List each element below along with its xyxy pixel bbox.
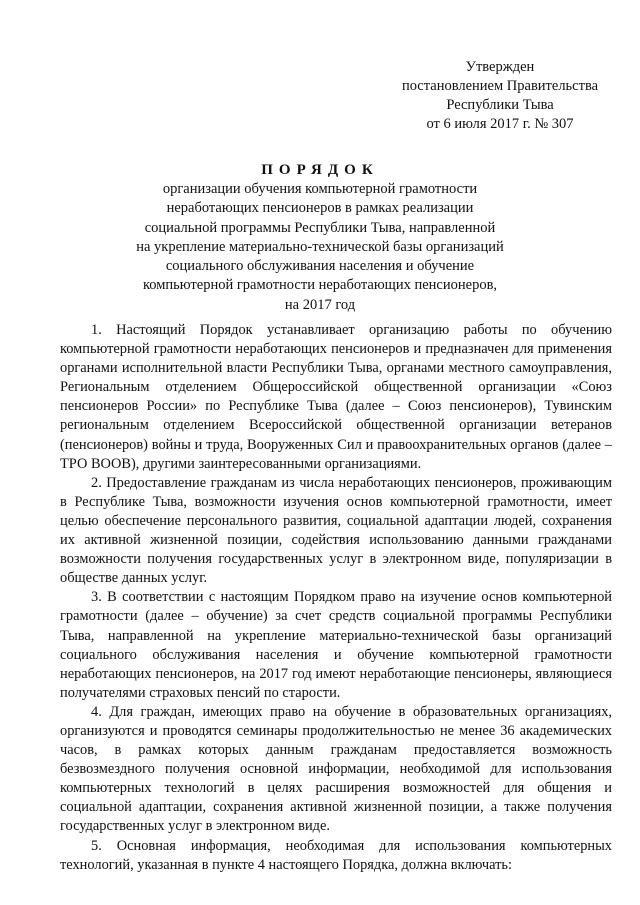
subtitle-line: на 2017 год — [284, 296, 356, 313]
approval-line: Республики Тыва — [446, 97, 554, 113]
subtitle-line: неработающих пенсионеров в рамках реализации — [166, 200, 474, 217]
paragraph-4: 4. Для граждан, имеющих право на обучение в образовательных организациях, организуются и проводятся семинары продолжительностью не менее 36 академических часов, в рамках которых данным гражданам предоставляется возможность безвозмездного получения основной информации, необходимой для использования компьютерных технологий в целях расширения возможностей для общения и социальной адаптации, сохранения активной жизненной позиции, а также получения государственных услуг в электронном виде. — [60, 703, 612, 835]
paragraph-3: 3. В соответствии с настоящим Порядком право на изучение основ компьютерной грамотности (далее – обучение) за счет средств социальной программы Республики Тыва, направленной на укрепление материально-технической базы организаций социального обслуживания населения и обучение компьютерной грамотности неработающих пенсионеров, на 2017 год имеют неработающие пенсионеры, являющиеся получателями страховых пенсий по старости. — [60, 589, 612, 701]
approval-line: постановлением Правительства — [401, 78, 599, 94]
document-subtitle — [100, 180, 540, 315]
subtitle-line: организации обучения компьютерной грамотности — [162, 181, 478, 197]
subtitle-line: социальной программы Республики Тыва, направленной — [144, 219, 496, 236]
document-body — [60, 321, 612, 875]
paragraph-5: 5. Основная информация, необходимая для использования компьютерных технологий, указанная в пункте 4 настоящего Порядка, должна включать: — [60, 837, 612, 873]
approval-block — [390, 58, 610, 134]
paragraph-2: 2. Предоставление гражданам из числа неработающих пенсионеров, проживающим в Республике Тыва, возможности изучения основ компьютерной грамотности, имеет целью обеспечение персонального развития, социальной адаптации людей, сохранения их активной жизненной позиции, содействия использованию данными гражданами возможности получения государственных услуг в электронном виде, популяризации в обществе данных услуг. — [60, 474, 612, 587]
subtitle-line: социального обслуживания населения и обучение — [165, 258, 475, 275]
subtitle-line: компьютерной грамотности неработающих пенсионеров, — [142, 277, 498, 294]
document-title: ПОРЯДОК — [261, 162, 379, 178]
approval-line: от 6 июля 2017 г. № 307 — [426, 116, 574, 132]
paragraph-1: 1. Настоящий Порядок устанавливает организацию работы по обучению компьютерной грамотности неработающих пенсионеров и предназначен для применения органами исполнительной власти Республики Тыва, органами местного самоуправления, Региональным отделением Общероссийской общественной организации «Союз пенсионеров России» по Республике Тыва (далее – Союз пенсионеров), Тувинским региональным отделением Всероссийской общественной организации ветеранов (пенсионеров) войны и труда, Вооруженных Сил и правоохранительных органов (далее – ТРО ВООВ), другими заинтересованными организациями. — [60, 322, 612, 472]
approval-line: Утвержден — [465, 59, 535, 75]
subtitle-line: на укрепление материально-технической базы организаций — [136, 238, 504, 255]
